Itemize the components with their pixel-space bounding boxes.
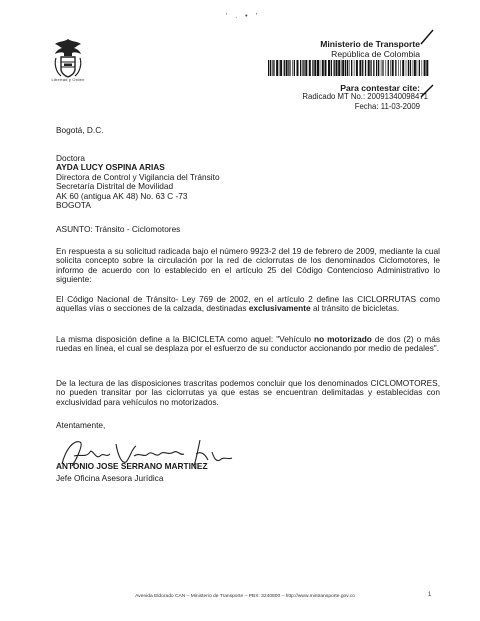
- letter-date: Fecha: 11-03-2009: [354, 102, 420, 111]
- emphasis-exclusivamente: exclusivamente: [248, 303, 311, 314]
- recipient-city: BOGOTA: [56, 200, 91, 211]
- signer-title: Jefe Oficina Asesora Jurídica: [56, 473, 164, 483]
- paragraph-ciclorrutas-text: El Código Nacional de Tránsito- Ley 769 de 2002, en el artículo 2 define las CICLORRUTAS como aquellas vías o secciones de la calzada, destinadas: [56, 294, 440, 314]
- recipient-salutation: Doctora: [56, 153, 86, 163]
- paragraph-request: En respuesta a su solicitud radicada bajo el número 9923-2 del 19 de febrero de 2009, mediante la cual solicita concepto sobre la circulación por la red de ciclorrutas de los denominados Ciclomotores, le informo de acuerdo con lo establecido en el artículo 25 del Código Contencioso Administrativo lo siguiente:: [56, 246, 440, 285]
- paragraph-bicicleta-end: de dos (2) o más ruedas en línea, el cual se desplaza por el esfuerzo de su conductor accionando por medio de pedales".: [56, 334, 440, 354]
- signer-name: ANTONIO JOSE SERRANO MARTINEZ: [56, 461, 208, 471]
- paragraph-bicicleta-text: La misma disposición define a la BICICLETA como aquel: "Vehículo: [56, 334, 311, 344]
- recipient-address: AK 60 (antigua AK 48) No. 63 C -73: [56, 190, 188, 201]
- recipient-block: [56, 154, 440, 210]
- coat-of-arms-icon: [50, 36, 86, 80]
- recipient-entity: Secretaría Distrital de Movilidad: [56, 181, 174, 192]
- paragraph-ciclorrutas: [56, 295, 440, 314]
- ministry-block: [320, 39, 420, 59]
- paragraph-bicicleta: [56, 335, 440, 354]
- recipient-name: AYDA LUCY OSPINA ARIAS: [56, 162, 165, 173]
- recipient-position: Directora de Control y Vigilancia del Tránsito: [56, 171, 220, 182]
- page-number: 1: [428, 592, 432, 598]
- footer-address: Avenida Eldorado CAN – Ministerio de Transporte – PBX: 3240800 – http://www.mintransporte.gov.co: [135, 594, 355, 599]
- radicado-number: Radicado MT No.: 20091340098471: [302, 92, 428, 101]
- closing: Atentamente,: [56, 420, 106, 430]
- paragraph-conclusion: De la lectura de las disposiciones trascritas podemos concluir que los denominados CICLOMOTORES, no pueden transitar por las ciclorrutas ya que estas se encuentran delimitadas y establecidas con exclusividad para vehículos no motorizados.: [56, 378, 440, 407]
- ministry-country: República de Colombia: [331, 49, 420, 59]
- subject: ASUNTO: Tránsito - Ciclomotores: [56, 224, 181, 234]
- reply-label: Para contestar cite:: [340, 83, 420, 93]
- ministry-name: Ministerio de Transporte: [320, 39, 420, 49]
- paragraph-ciclorrutas-end: al tránsito de bicicletas.: [312, 303, 400, 314]
- scan-marks: ' . • ': [226, 13, 260, 20]
- barcode-icon: [268, 60, 430, 76]
- crest-caption: Libertad y Orden: [51, 77, 85, 82]
- emphasis-no-motorizado: no motorizado: [314, 334, 372, 344]
- check-mark-icon: [420, 29, 434, 45]
- place: Bogotá, D.C.: [56, 125, 104, 135]
- check-mark-icon: [420, 84, 434, 98]
